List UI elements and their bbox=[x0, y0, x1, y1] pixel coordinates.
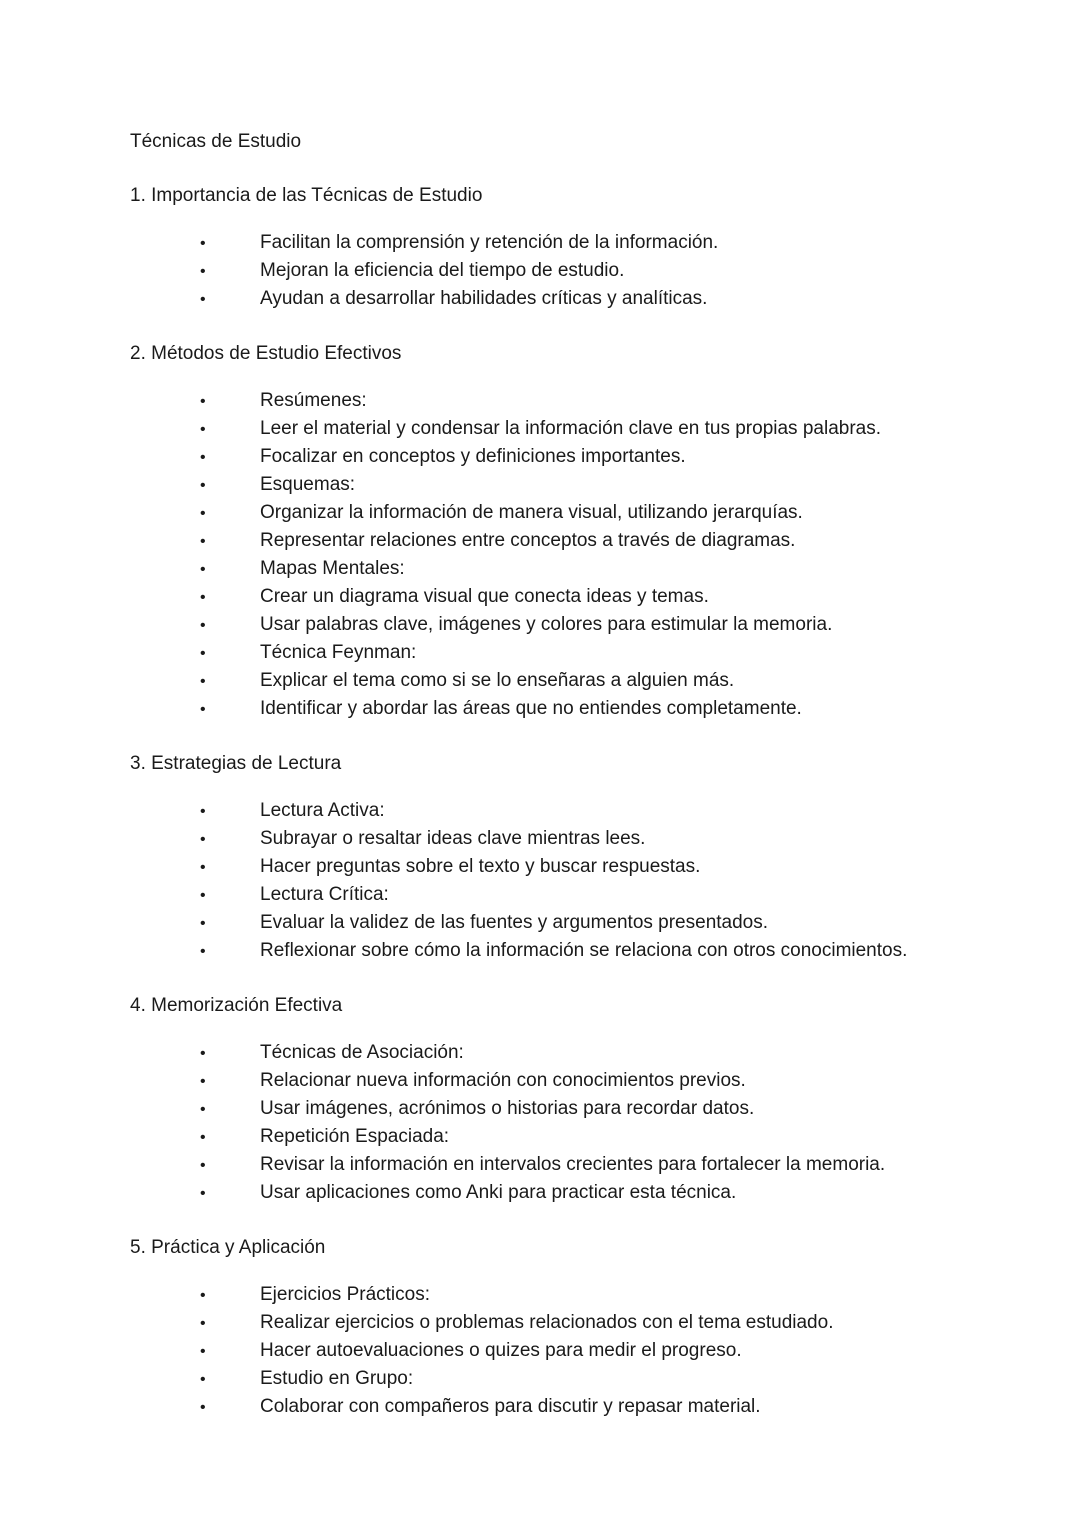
bullet-marker-icon: • bbox=[200, 915, 206, 932]
bullet-text: Representar relaciones entre conceptos a través de diagramas. bbox=[260, 530, 796, 551]
bullet-text: Revisar la información en intervalos crecientes para fortalecer la memoria. bbox=[260, 1154, 886, 1175]
bullet-marker-icon: • bbox=[200, 1101, 206, 1118]
bullet-item bbox=[130, 257, 960, 285]
bullet-item bbox=[130, 639, 960, 667]
bullet-marker-icon: • bbox=[200, 235, 206, 252]
section-heading: 3. Estrategias de Lectura bbox=[130, 753, 342, 774]
bullet-item bbox=[130, 667, 960, 695]
section-heading: 4. Memorización Efectiva bbox=[130, 995, 343, 1016]
bullet-marker-icon: • bbox=[200, 1343, 206, 1360]
bullet-item bbox=[130, 611, 960, 639]
bullet-marker-icon: • bbox=[200, 561, 206, 578]
bullet-text: Lectura Crítica: bbox=[260, 884, 389, 905]
bullet-item bbox=[130, 853, 960, 881]
bullet-text: Técnicas de Asociación: bbox=[260, 1042, 464, 1063]
bullet-marker-icon: • bbox=[200, 859, 206, 876]
bullet-item bbox=[130, 909, 960, 937]
bullet-text: Usar imágenes, acrónimos o historias para recordar datos. bbox=[260, 1098, 755, 1119]
bullet-marker-icon: • bbox=[200, 617, 206, 634]
bullet-item bbox=[130, 1039, 960, 1067]
document-sections bbox=[130, 182, 960, 1421]
bullet-text: Técnica Feynman: bbox=[260, 642, 417, 663]
bullet-text: Ayudan a desarrollar habilidades críticas y analíticas. bbox=[260, 288, 708, 309]
bullet-text: Hacer preguntas sobre el texto y buscar respuestas. bbox=[260, 856, 701, 877]
bullet-item bbox=[130, 797, 960, 825]
bullet-marker-icon: • bbox=[200, 1073, 206, 1090]
bullet-marker-icon: • bbox=[200, 673, 206, 690]
bullet-item bbox=[130, 387, 960, 415]
bullet-marker-icon: • bbox=[200, 589, 206, 606]
bullet-text: Repetición Espaciada: bbox=[260, 1126, 450, 1147]
bullet-text: Facilitan la comprensión y retención de la información. bbox=[260, 232, 719, 253]
bullet-marker-icon: • bbox=[200, 943, 206, 960]
bullet-text: Evaluar la validez de las fuentes y argumentos presentados. bbox=[260, 912, 769, 933]
bullet-item bbox=[130, 1095, 960, 1123]
bullet-text: Usar palabras clave, imágenes y colores para estimular la memoria. bbox=[260, 614, 833, 635]
bullet-text: Crear un diagrama visual que conecta ideas y temas. bbox=[260, 586, 709, 607]
bullet-marker-icon: • bbox=[200, 1315, 206, 1332]
bullet-text: Explicar el tema como si se lo enseñaras a alguien más. bbox=[260, 670, 735, 691]
bullet-text: Ejercicios Prácticos: bbox=[260, 1284, 430, 1305]
bullet-item bbox=[130, 1365, 960, 1393]
bullet-item bbox=[130, 499, 960, 527]
bullet-text: Subrayar o resaltar ideas clave mientras lees. bbox=[260, 828, 646, 849]
bullet-item bbox=[130, 825, 960, 853]
bullet-item bbox=[130, 881, 960, 909]
bullet-text: Focalizar en conceptos y definiciones importantes. bbox=[260, 446, 686, 467]
bullet-text: Reflexionar sobre cómo la información se relaciona con otros conocimientos. bbox=[260, 940, 908, 961]
bullet-marker-icon: • bbox=[200, 1287, 206, 1304]
section-heading: 5. Práctica y Aplicación bbox=[130, 1237, 326, 1258]
bullet-item bbox=[130, 1281, 960, 1309]
bullet-item bbox=[130, 555, 960, 583]
bullet-list bbox=[130, 387, 960, 723]
bullet-item bbox=[130, 1179, 960, 1207]
bullet-text: Leer el material y condensar la información clave en tus propias palabras. bbox=[260, 418, 881, 439]
bullet-marker-icon: • bbox=[200, 393, 206, 410]
bullet-text: Colaborar con compañeros para discutir y repasar material. bbox=[260, 1396, 761, 1417]
bullet-marker-icon: • bbox=[200, 701, 206, 718]
bullet-text: Estudio en Grupo: bbox=[260, 1368, 414, 1389]
bullet-list bbox=[130, 1039, 960, 1207]
bullet-marker-icon: • bbox=[200, 645, 206, 662]
bullet-marker-icon: • bbox=[200, 1045, 206, 1062]
bullet-item bbox=[130, 1123, 960, 1151]
bullet-item bbox=[130, 285, 960, 313]
bullet-text: Usar aplicaciones como Anki para practicar esta técnica. bbox=[260, 1182, 737, 1203]
bullet-marker-icon: • bbox=[200, 831, 206, 848]
bullet-item bbox=[130, 1151, 960, 1179]
bullet-marker-icon: • bbox=[200, 1185, 206, 1202]
section-heading: 2. Métodos de Estudio Efectivos bbox=[130, 343, 402, 364]
bullet-item bbox=[130, 527, 960, 555]
bullet-item bbox=[130, 471, 960, 499]
bullet-marker-icon: • bbox=[200, 449, 206, 466]
bullet-item bbox=[130, 229, 960, 257]
bullet-item bbox=[130, 695, 960, 723]
bullet-text: Lectura Activa: bbox=[260, 800, 385, 821]
bullet-text: Mapas Mentales: bbox=[260, 558, 405, 579]
bullet-text: Relacionar nueva información con conocimientos previos. bbox=[260, 1070, 746, 1091]
bullet-marker-icon: • bbox=[200, 263, 206, 280]
bullet-text: Organizar la información de manera visual, utilizando jerarquías. bbox=[260, 502, 803, 523]
bullet-marker-icon: • bbox=[200, 533, 206, 550]
bullet-text: Identificar y abordar las áreas que no entiendes completamente. bbox=[260, 698, 802, 719]
bullet-list bbox=[130, 1281, 960, 1421]
bullet-text: Mejoran la eficiencia del tiempo de estudio. bbox=[260, 260, 625, 281]
bullet-text: Resúmenes: bbox=[260, 390, 367, 411]
bullet-item bbox=[130, 1309, 960, 1337]
bullet-marker-icon: • bbox=[200, 477, 206, 494]
bullet-marker-icon: • bbox=[200, 1157, 206, 1174]
bullet-list bbox=[130, 229, 960, 313]
bullet-marker-icon: • bbox=[200, 505, 206, 522]
bullet-marker-icon: • bbox=[200, 1129, 206, 1146]
section-heading: 1. Importancia de las Técnicas de Estudio bbox=[130, 185, 483, 206]
bullet-marker-icon: • bbox=[200, 1371, 206, 1388]
bullet-item bbox=[130, 583, 960, 611]
bullet-item bbox=[130, 1067, 960, 1095]
bullet-item bbox=[130, 1337, 960, 1365]
document-title: Técnicas de Estudio bbox=[130, 131, 302, 152]
bullet-item bbox=[130, 1393, 960, 1421]
bullet-item bbox=[130, 415, 960, 443]
bullet-marker-icon: • bbox=[200, 887, 206, 904]
bullet-marker-icon: • bbox=[200, 1399, 206, 1416]
bullet-item bbox=[130, 937, 960, 965]
bullet-marker-icon: • bbox=[200, 291, 206, 308]
bullet-list bbox=[130, 797, 960, 965]
bullet-marker-icon: • bbox=[200, 803, 206, 820]
bullet-text: Esquemas: bbox=[260, 474, 356, 495]
bullet-marker-icon: • bbox=[200, 421, 206, 438]
bullet-text: Hacer autoevaluaciones o quizes para medir el progreso. bbox=[260, 1340, 742, 1361]
bullet-item bbox=[130, 443, 960, 471]
bullet-text: Realizar ejercicios o problemas relacionados con el tema estudiado. bbox=[260, 1312, 834, 1333]
